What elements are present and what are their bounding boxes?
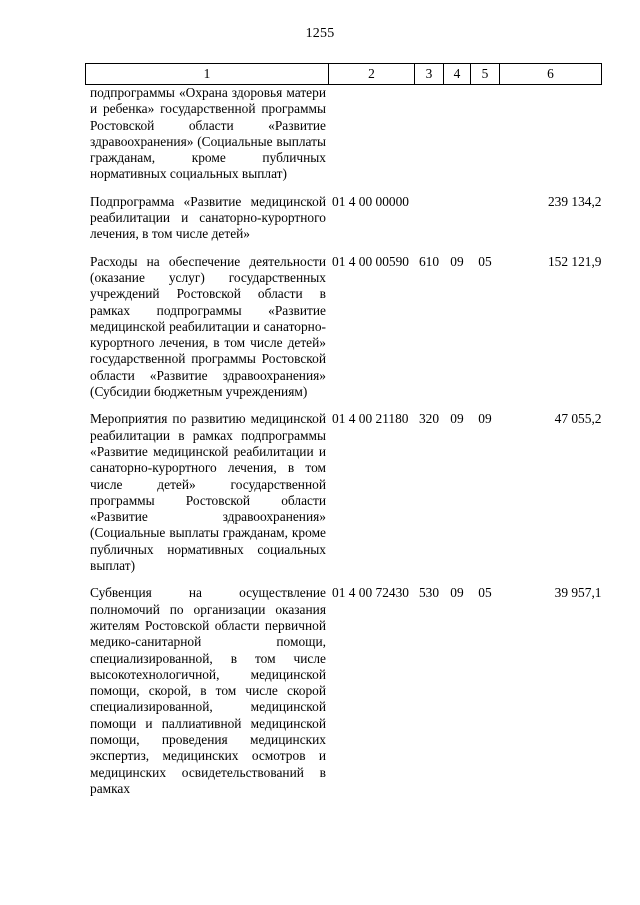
table-row — [86, 194, 602, 254]
row-rz — [444, 85, 471, 194]
row-amount: 47 055,2 — [554, 411, 602, 427]
page-number: 1255 — [305, 26, 335, 41]
row-description: Подпрограмма «Развитие медицинской реабилитации и санаторно-курортного лечения, в том числе детей» — [90, 193, 326, 242]
row-vr — [415, 85, 444, 194]
header-col-2: 2 — [329, 64, 415, 85]
row-pr — [471, 85, 500, 194]
row-rz — [444, 194, 471, 254]
header-col-4: 4 — [444, 64, 471, 85]
row-description: Субвенция на осуществление полномочий по организации оказания жителям Ростовской области первичной медико-санитарной помощи, специализированной, в том числе высокотехнологичной, медицинской помощи, скорой, в том числе скорой специализированной, медицинской помощи и паллиативной медицинской помощи, проведения медицинских экспертиз, медицинских осмотров и медицинских освидетельствований в рамках — [90, 585, 326, 796]
row-amount: 152 121,9 — [547, 253, 602, 269]
table-row — [86, 254, 602, 412]
row-pr — [471, 194, 500, 254]
header-col-3: 3 — [415, 64, 444, 85]
header-col-5: 5 — [471, 64, 500, 85]
table-row — [86, 585, 602, 808]
row-vr: 530 — [418, 585, 440, 601]
row-vr: 610 — [418, 253, 440, 269]
row-rz: 09 — [450, 585, 464, 601]
row-code — [329, 85, 415, 194]
row-pr: 05 — [478, 585, 492, 601]
row-vr: 320 — [418, 411, 440, 427]
row-amount: 239 134,2 — [547, 193, 602, 209]
row-code: 01 4 00 00590 — [332, 253, 409, 269]
row-amount: 39 957,1 — [554, 585, 602, 601]
row-code: 01 4 00 21180 — [332, 411, 409, 427]
header-col-1: 1 — [86, 64, 329, 85]
table-row — [86, 411, 602, 585]
row-rz: 09 — [450, 411, 464, 427]
row-vr — [415, 194, 444, 254]
budget-table — [85, 63, 602, 808]
row-pr: 05 — [478, 253, 492, 269]
row-amount — [500, 85, 602, 194]
row-rz: 09 — [450, 253, 464, 269]
header-col-6: 6 — [500, 64, 602, 85]
row-description: Мероприятия по развитию медицинской реабилитации в рамках подпрограммы «Развитие медицинской реабилитации и санаторно-курортного лечения, в том числе детей» государственной программы Ростовской области «Развитие здравоохранения» (Социальные выплаты гражданам, кроме публичных нормативных социальных выплат) — [90, 411, 326, 574]
row-code: 01 4 00 00000 — [332, 193, 409, 209]
row-code: 01 4 00 72430 — [332, 585, 409, 601]
row-description: подпрограммы «Охрана здоровья матери и ребенка» государственной программы Ростовской области «Развитие здравоохранения» (Социальные выплаты гражданам, кроме публичных нормативных социальных выплат) — [90, 85, 326, 182]
table-row — [86, 85, 602, 194]
row-pr: 09 — [478, 411, 492, 427]
row-description: Расходы на обеспечение деятельности (оказание услуг) государственных учреждений Ростовской области в рамках подпрограммы «Развитие медицинской реабилитации и санаторно-курортного лечения, в том числе детей» государственной программы Ростовской области «Развитие здравоохранения» (Субсидии бюджетным учреждениям) — [90, 253, 326, 400]
table-header — [86, 64, 602, 85]
